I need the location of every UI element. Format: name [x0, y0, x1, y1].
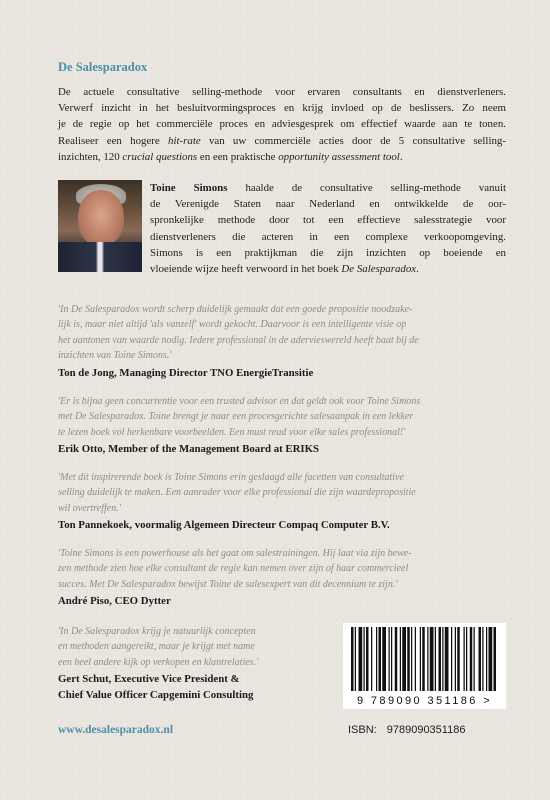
testimonial-line: wil overtreffen.' [58, 502, 121, 514]
testimonial-line: het aantonen van waarde nodig. Iedere professional in de adervieswereld heeft baat bij de [58, 334, 419, 346]
barcode-bar [470, 627, 473, 691]
barcode-bar [442, 627, 443, 691]
testimonial-line: lijk is, maar niet altijd 'als vanzelf' wordt gekocht. Daarvoor is een intelligente visie op [58, 319, 407, 331]
testimonial-line: te lezen boek vol herkenbare voorbeelden. Een must read voor elke sales professional!' [58, 426, 406, 438]
intro-line [58, 100, 506, 116]
intro-text: en een praktische [197, 150, 279, 163]
testimonial [58, 470, 506, 534]
website-link[interactable]: www.desalesparadox.nl [58, 724, 174, 736]
barcode-bar [464, 627, 465, 691]
barcode-bar [420, 627, 421, 691]
barcode-bar [457, 627, 460, 691]
testimonial-line: zen methode zien hoe elke consultant de regie kan nemen over zijn of haar commercieel [58, 563, 409, 575]
barcode-bar [451, 627, 452, 691]
bio-line [150, 261, 506, 277]
author-photo-face [78, 190, 124, 246]
intro-line [58, 84, 506, 100]
testimonial-line: 'In De Salesparadox krijg je natuurlijk concepten [58, 626, 256, 637]
author-photo [58, 180, 142, 272]
testimonial [58, 624, 288, 703]
barcode-bar [486, 627, 487, 691]
barcode-bar [466, 627, 467, 691]
barcode-bar [366, 627, 369, 691]
testimonial-line: succes. Met De Salesparadox bewijst Toine de salesexpert van dit decennium te zijn.' [58, 578, 398, 590]
bio-line: spronkelijke methode door tot een effectieve salesstrategie voor [150, 214, 506, 227]
bio-line [150, 180, 506, 196]
barcode-bar [400, 627, 401, 691]
barcode-bar [355, 627, 356, 691]
barcode [343, 623, 506, 709]
intro-text: je de regie op het commerciële proces en adviesgesprek om effectief waarde aan te tonen. [58, 118, 506, 131]
testimonial-source: Ton Pannekoek, voormalig Algemeen Directeur Compaq Computer B.V. [58, 519, 390, 532]
barcode-bar [371, 627, 372, 691]
barcode-bar [474, 627, 475, 691]
barcode-bar [435, 627, 436, 691]
barcode-bar [402, 627, 406, 691]
barcode-bar [391, 627, 392, 691]
barcode-bar [379, 627, 382, 691]
testimonial-line: 'In De Salesparadox wordt scherp duidelijk gemaakt dat een goede propositie noodzake- [58, 304, 413, 315]
testimonial-line: 'Met dit inspirerende boek is Toine Simons erin geslaagd alle facetten van consultative [58, 472, 404, 483]
testimonial-source: Erik Otto, Member of the Management Board at ERIKS [58, 443, 319, 456]
isbn-value: 9789090351186 [386, 724, 466, 736]
testimonial-source: Gert Schut, Executive Vice President & [58, 673, 240, 686]
book-title: De Salesparadox [58, 60, 148, 74]
intro-text: Realiseer een hogere [58, 134, 169, 147]
intro-line [58, 133, 506, 149]
barcode-bar [455, 627, 456, 691]
barcode-bar [494, 627, 497, 691]
testimonial-line: 'Toine Simons is een powerhouse als het gaat om salestrainingen. Hij laat via zijn bewe- [58, 548, 412, 559]
barcode-bar [376, 627, 377, 691]
intro-line [58, 149, 506, 165]
testimonial [58, 302, 506, 381]
testimonial-line: selling duidelijk te maken. Een aanrader voor elke professional die zijn waardepropositie [58, 487, 416, 499]
barcode-digits: 9 789090 351186 > [356, 695, 493, 707]
author-bio [150, 180, 506, 277]
intro-text: . [399, 150, 403, 163]
intro-text: van uw commerciële acties door de 5 consultative selling- [200, 134, 506, 147]
testimonial-line: 'Er is bijna geen concurrentie voor een trusted advisor en dat geldt ook voor Toine Simons [58, 396, 421, 407]
testimonial-source: Ton de Jong, Managing Director TNO EnergieTransitie [58, 366, 314, 379]
isbn [348, 724, 465, 736]
intro-text: De actuele consultative selling-methode voor ervaren consultants en dienstverleners. [58, 86, 506, 98]
barcode-bar [439, 627, 442, 691]
bio-text: . [416, 263, 419, 276]
author-photo-suit [58, 242, 142, 272]
barcode-bar [389, 627, 390, 691]
testimonial-source: André Piso, CEO Dytter [58, 595, 171, 608]
bio-line: de Verenigde Staten naar Nederland en ontwikkelde de oor- [150, 198, 506, 211]
intro-emphasis: hit-rate [168, 134, 201, 147]
intro-emphasis: crucial questions [122, 150, 198, 163]
back-cover [58, 0, 506, 800]
barcode-bar [359, 627, 363, 691]
barcode-bar [430, 627, 434, 691]
testimonial [58, 546, 506, 610]
barcode-bar [479, 627, 482, 691]
barcode-bar [415, 627, 416, 691]
testimonial-line: en methoden aangereikt, maar je krijgt met name [58, 641, 255, 653]
testimonial-line: een heel andere kijk op verkopen en klantrelaties.' [58, 656, 259, 668]
barcode-bar [489, 627, 493, 691]
testimonial [58, 394, 506, 458]
bio-text: haalde de consultative selling-methode vanuit [227, 182, 506, 194]
isbn-label: ISBN: [348, 724, 377, 736]
barcode-bar [427, 627, 428, 691]
barcode-bar [351, 627, 354, 691]
barcode-bar [364, 627, 365, 691]
author-name: Toine Simons [150, 182, 228, 194]
intro-paragraph [58, 84, 506, 165]
testimonial-source: Chief Value Officer Capgemini Consulting [58, 688, 254, 701]
barcode-bar [411, 627, 412, 691]
barcode-bar [422, 627, 425, 691]
intro-text: Verwerf inzicht in het besluitvormingsproces en krijg invloed op de beslissers. Zo neem [58, 102, 506, 115]
intro-text: inzichten, 120 [58, 150, 123, 163]
barcode-bars [343, 623, 506, 693]
barcode-bar [382, 627, 386, 691]
bio-text: vloeiende wijze heeft verwoord in het boek [150, 263, 342, 276]
barcode-bar [482, 627, 483, 691]
bio-book-ref: De Salesparadox [341, 263, 417, 276]
intro-line [58, 116, 506, 132]
barcode-bar [395, 627, 398, 691]
barcode-bar [407, 627, 410, 691]
bio-line: Simons is een praktijkman die zijn inzichten op boeiende en [150, 246, 506, 259]
intro-emphasis: opportunity assessment tool [278, 150, 400, 163]
testimonial-line: inzichten van Toine Simons.' [58, 350, 172, 362]
testimonial-line: met De Salesparadox. Toine brengt je naar een procesgerichte salesaanpak in een lekker [58, 411, 414, 423]
barcode-bar [445, 627, 449, 691]
bio-line: dienstverleners die acteren in een complexe verkoopomgeving. [150, 230, 506, 243]
